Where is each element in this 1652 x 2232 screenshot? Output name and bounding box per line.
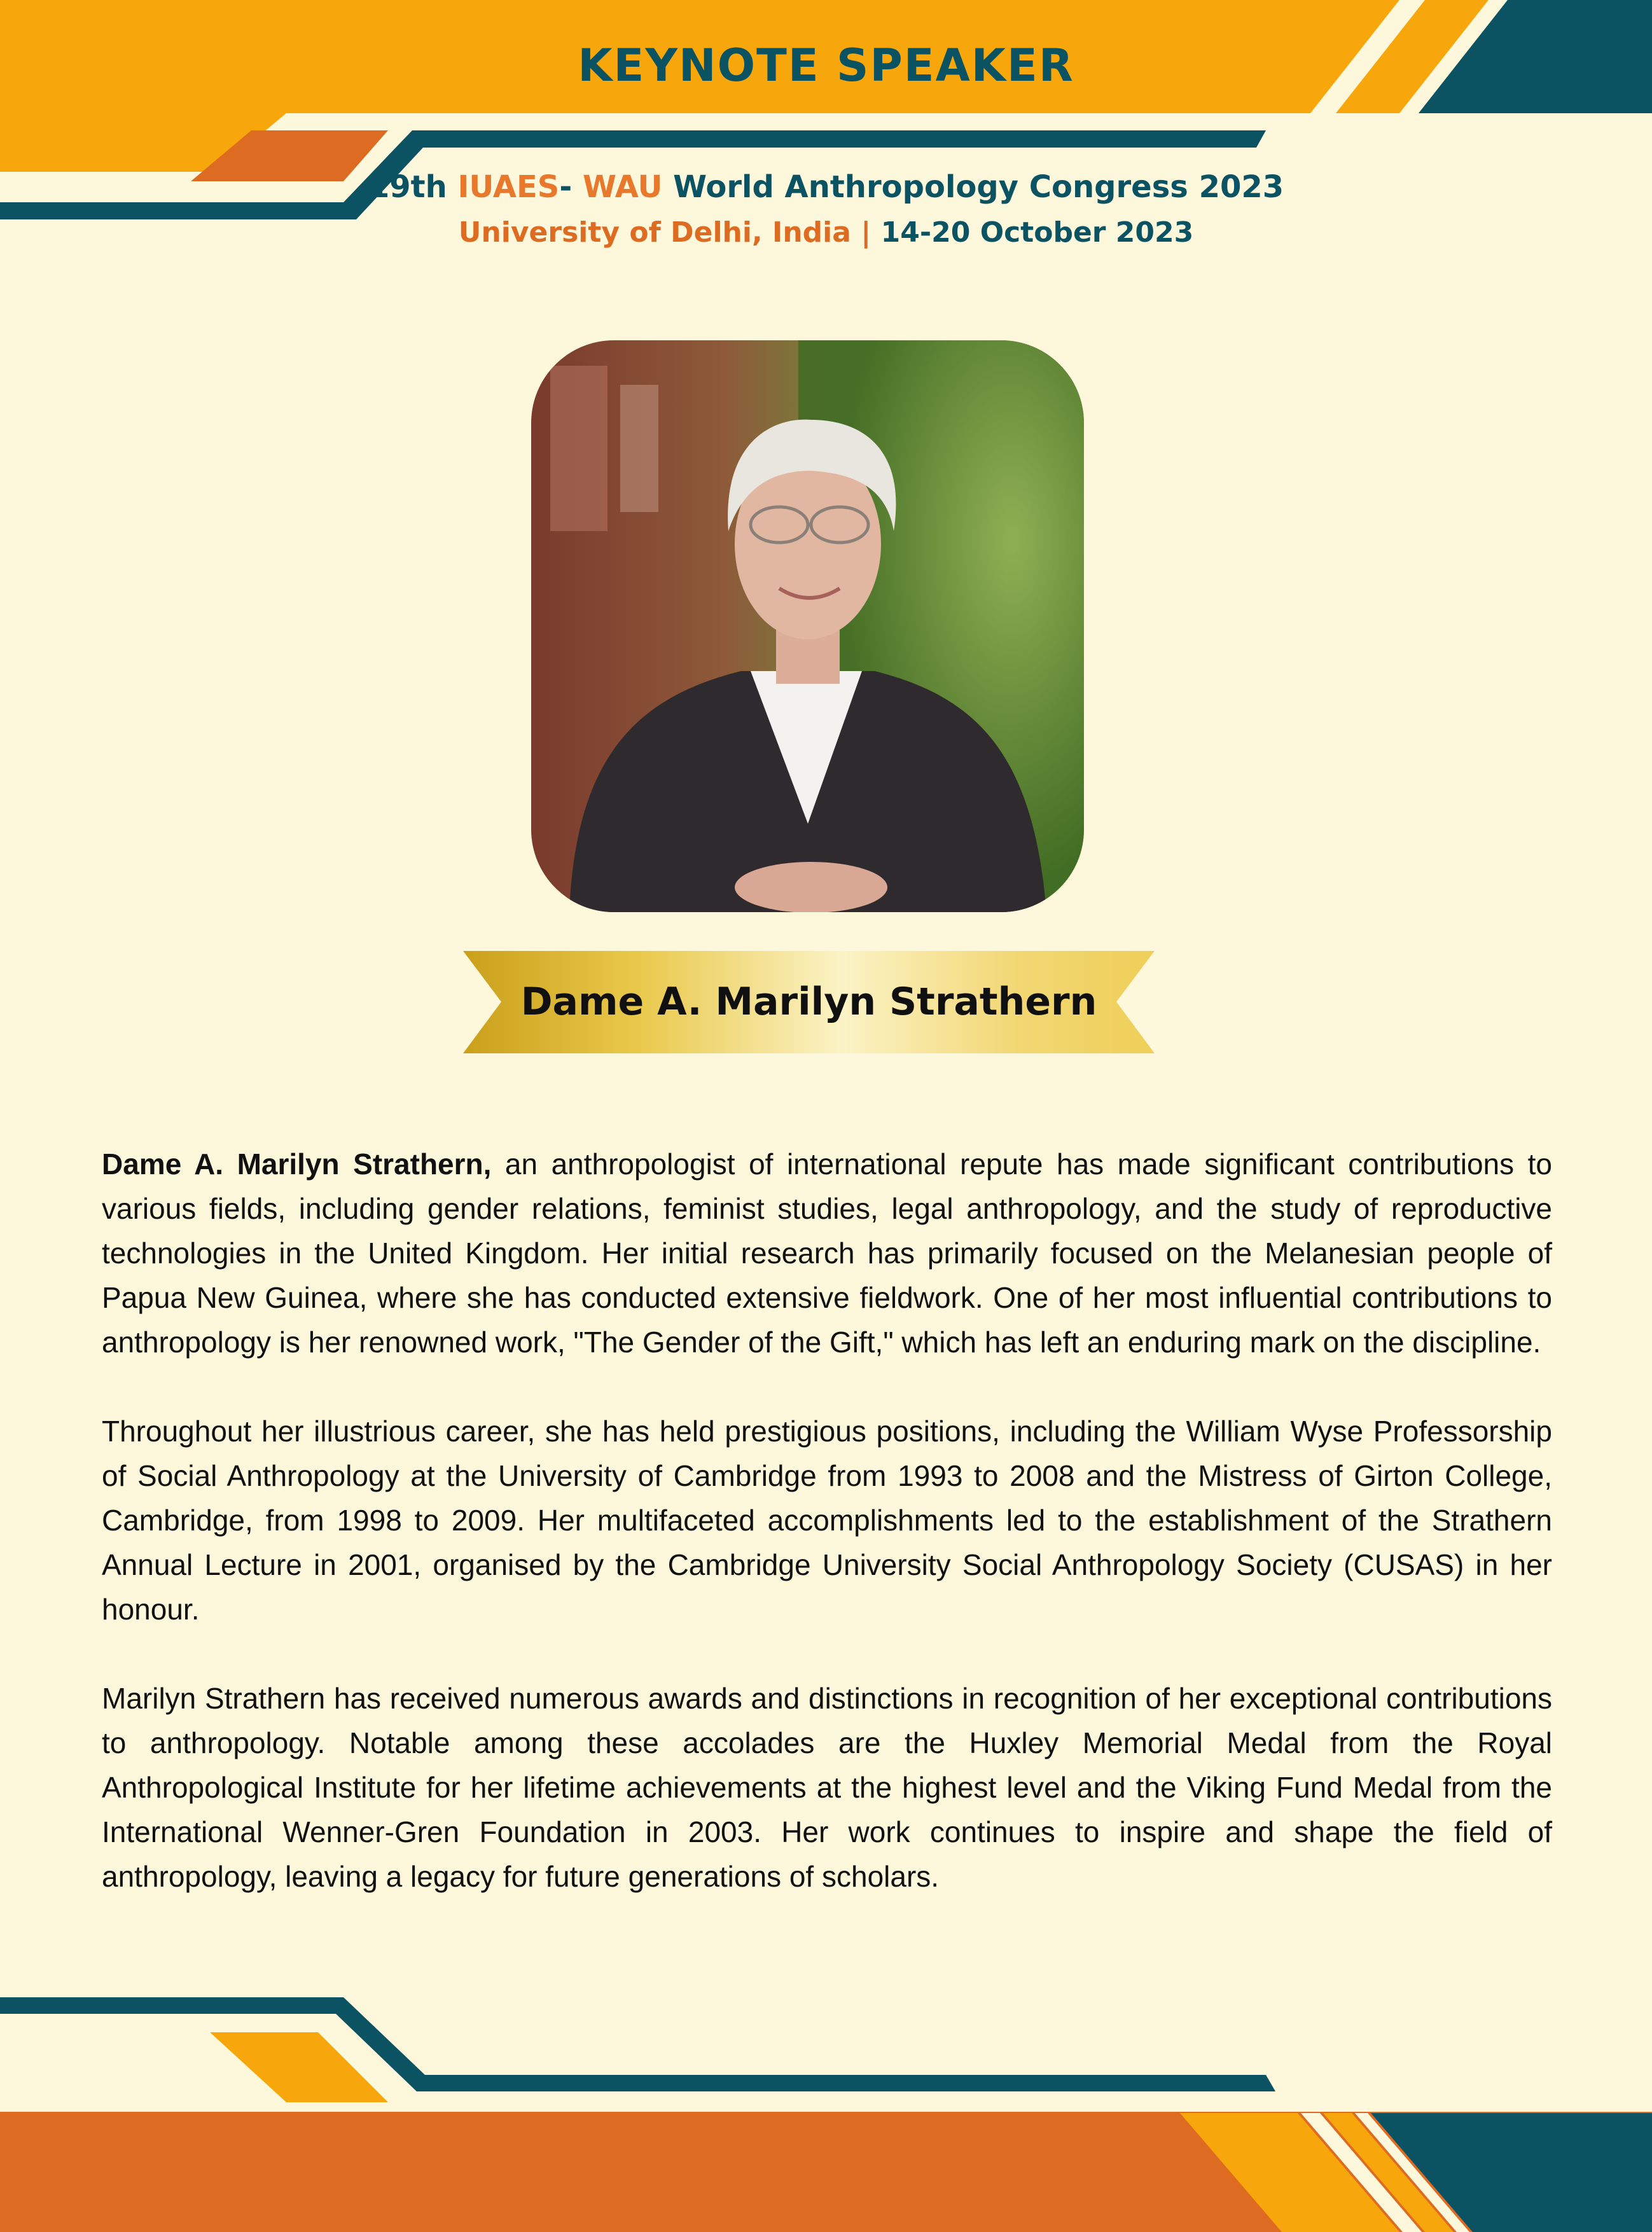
event-prefix: 19th [368, 169, 458, 205]
event-title-rest: World Anthropology Congress 2023 [662, 169, 1284, 205]
page-title: KEYNOTE SPEAKER [578, 39, 1074, 92]
event-dates: 14-20 October 2023 [880, 216, 1194, 249]
event-venue-dates [0, 216, 1652, 249]
event-org-wau: WAU [582, 169, 663, 205]
bio-paragraph-1 [102, 1142, 1552, 1364]
bio-text-1: an anthropologist of international repute has made significant contributions to various fields, including gender relations, feminist studies, legal anthropology, and the study of reproductive technologies in the United Kingdom. Her initial research has primarily focused on the Melanesian people of Papua New Guinea, where she has conducted extensive fieldwork. One of her most influential contributions to anthropology is her renowned work, "The Gender of the Gift," which has left an enduring mark on the discipline. [102, 1147, 1552, 1359]
event-title [0, 169, 1652, 205]
event-separator: - [559, 169, 583, 205]
speaker-photo [531, 340, 1084, 912]
event-org-iuaes: IUAES [457, 169, 560, 205]
speaker-name: Dame A. Marilyn Strathern [520, 980, 1097, 1024]
bio-paragraph-2: Throughout her illustrious career, she has held prestigious positions, including the William Wyse Professorship of Social Anthropology at the University of Cambridge from 1993 to 2008 and the Mistress of Girton College, Cambridge, from 1998 to 2009. Her multifaceted accomplishments led to the establishment of the Strathern Annual Lecture in 2001, organised by the Cambridge University Social Anthropology Society (CUSAS) in her honour. [102, 1415, 1552, 1626]
event-venue: University of Delhi, India | [458, 216, 881, 249]
speaker-bio [102, 1142, 1552, 1943]
bio-name: Dame A. Marilyn Strathern, [102, 1147, 492, 1181]
bio-paragraph-3: Marilyn Strathern has received numerous awards and distinctions in recognition of her exceptional contributions to anthropology. Notable among these accolades are the Huxley Memorial Medal from the Royal Anthropological Institute for her lifetime achievements at the highest level and the Viking Fund Medal from the International Wenner-Gren Foundation in 2003. Her work continues to inspire and shape the field of anthropology, leaving a legacy for future generations of scholars. [102, 1682, 1552, 1893]
